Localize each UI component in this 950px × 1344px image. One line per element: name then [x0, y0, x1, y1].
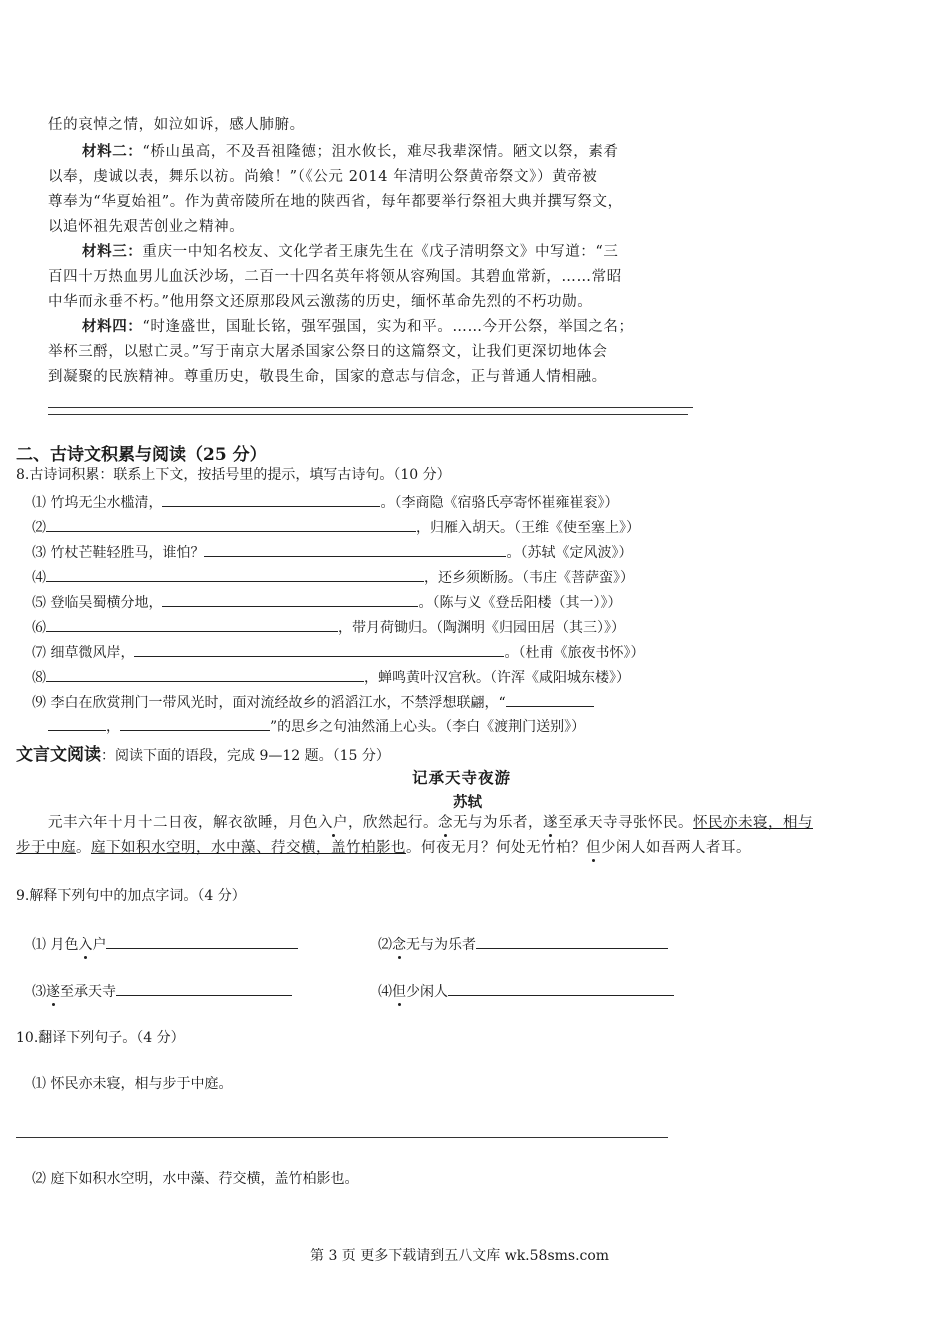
poem-item-3: ⑶ 竹杖芒鞋轻胜马，谁怕？ 。（苏轼《定风波》） [32, 542, 632, 561]
poem-item-6: ⑹ ，带月荷锄归。（陶渊明《归园田居（其三）》） [32, 617, 625, 636]
material-2-label: 材料二： [82, 143, 143, 160]
poem-blank-3[interactable] [204, 542, 506, 557]
q9-item-2: ⑵念无与为乐者 [378, 934, 668, 953]
poem-blank-4[interactable] [46, 567, 424, 582]
material-4-line-1: 材料四：“时逢盛世，国耻长铭，强军强国，实为和平。……今开公祭，举国之名； [82, 318, 634, 335]
intro-line: 任的哀悼之情，如泣如诉，感人肺腑。 [48, 117, 305, 133]
material-2-line-3: 尊奉为“华夏始祖”。作为黄帝陵所在地的陕西省，每年都要举行祭祖大典并撰写祭文， [48, 194, 623, 210]
poem-item-1: ⑴ 竹坞无尘水槛清， 。（李商隐《宿骆氏亭寄怀崔雍崔衮》） [32, 492, 618, 511]
q10-title: 10.翻译下列句子。（4 分） [16, 1030, 185, 1046]
poem-blank-9c[interactable] [120, 716, 270, 731]
poem-blank-5[interactable] [162, 592, 418, 607]
q9-blank-2[interactable] [476, 934, 668, 949]
material-4-line-3: 到凝聚的民族精神。尊重历史，敬畏生命，国家的意志与信念，正与普通人情相融。 [48, 369, 607, 385]
poem-item-4: ⑷ ，还乡须断肠。（韦庄《菩萨蛮》） [32, 567, 634, 586]
q10-answer-line-1[interactable] [16, 1137, 668, 1138]
answer-line-2[interactable] [48, 414, 688, 415]
poem-blank-8[interactable] [46, 667, 364, 682]
material-3-line-1: 材料三：重庆一中知名校友、文化学者王康先生在《戊子清明祭文》中写道：“三 [82, 243, 619, 260]
poem-blank-9b[interactable] [48, 716, 106, 731]
q9-blank-1[interactable] [106, 934, 298, 949]
q10-sentence-1: ⑴ 怀民亦未寝，相与步于中庭。 [32, 1076, 233, 1092]
poem-item-5: ⑸ 登临吴蜀横分地， 。（陈与义《登岳阳楼（其一）》） [32, 592, 621, 611]
passage-line-2: 步于中庭。庭下如积水空明，水中藻、荇交横，盖竹柏影也。何夜无月？何处无竹柏？但少闲人如吾两人者耳。 [16, 840, 751, 856]
q9-blank-3[interactable] [116, 981, 292, 996]
poem-blank-2[interactable] [46, 517, 416, 532]
q8-title: 8.古诗词积累：联系上下文，按括号里的提示，填写古诗句。（10 分） [16, 467, 451, 483]
material-2-line-4: 以追怀祖先艰苦创业之精神。 [48, 219, 245, 235]
passage-line-1: 元丰六年十月十二日夜，解衣欲睡，月色入户，欣然起行。念无与为乐者，遂至承天寺寻张怀民。怀民亦未寝，相与 [48, 815, 813, 831]
q9-item-1: ⑴ 月色入户 [32, 934, 298, 953]
passage-author: 苏轼 [453, 794, 482, 811]
q9-blank-4[interactable] [448, 981, 674, 996]
poem-blank-1[interactable] [162, 492, 380, 507]
material-2-line-1: 材料二：“桥山虽高，不及吾祖隆德；沮水攸长，难尽我辈深情。陋文以祭，素肴 [82, 143, 619, 160]
poem-item-8: ⑻ ，蝉鸣黄叶汉宫秋。（许浑《咸阳城东楼》） [32, 667, 630, 686]
poem-blank-9a[interactable] [506, 692, 594, 707]
q9-item-4: ⑷但少闲人 [378, 981, 674, 1000]
q9-title: 9.解释下列句中的加点字词。（4 分） [16, 888, 246, 904]
q10-sentence-2: ⑵ 庭下如积水空明，水中藻、荇交横，盖竹柏影也。 [32, 1171, 359, 1187]
classical-instruction: ：阅读下面的语段，完成 9—12 题。（15 分） [101, 748, 390, 764]
material-4-label: 材料四： [82, 318, 143, 335]
poem-blank-6[interactable] [46, 617, 338, 632]
material-3-label: 材料三： [82, 243, 143, 260]
poem-item-2: ⑵ ，归雁入胡天。（王维《使至塞上》） [32, 517, 640, 536]
material-3-line-2: 百四十万热血男儿血沃沙场，二百一十四名英年将领从容殉国。其碧血常新，……常昭 [48, 269, 622, 285]
material-4-line-2: 举杯三酹，以慰亡灵。”写于南京大屠杀国家公祭日的这篇祭文，让我们更深切地体会 [48, 344, 608, 360]
poem-item-7: ⑺ 细草微风岸， 。（杜甫《旅夜书怀》） [32, 642, 644, 661]
material-3-line-3: 中华而永垂不朽。”他用祭文还原那段风云激荡的历史，缅怀革命先烈的不朽功勋。 [48, 294, 593, 310]
poem-item-9-line-1: ⑼ 李白在欣赏荆门一带风光时，面对流经故乡的滔滔江水，不禁浮想联翩，“ [32, 692, 594, 711]
poem-blank-7[interactable] [134, 642, 504, 657]
classical-heading [16, 740, 390, 765]
answer-line-1[interactable] [48, 407, 693, 408]
material-2-line-2: 以奉，虔诚以表，舞乐以祊。尚飨！”（《公元 2014 年清明公祭黄帝祭文》）黄帝被 [48, 169, 598, 185]
page-footer: 第 3 页 更多下载请到五八文库 wk.58sms.com [310, 1248, 610, 1264]
poem-item-9-line-2: ， ”的思乡之句油然涌上心头。（李白《渡荆门送别》） [48, 716, 585, 735]
q9-item-3: ⑶遂至承天寺 [32, 981, 292, 1000]
passage-title: 记承天寺夜游 [412, 768, 512, 787]
classical-label: 文言文阅读 [16, 745, 101, 765]
section-2-title: 二、古诗文积累与阅读（25 分） [16, 445, 267, 465]
